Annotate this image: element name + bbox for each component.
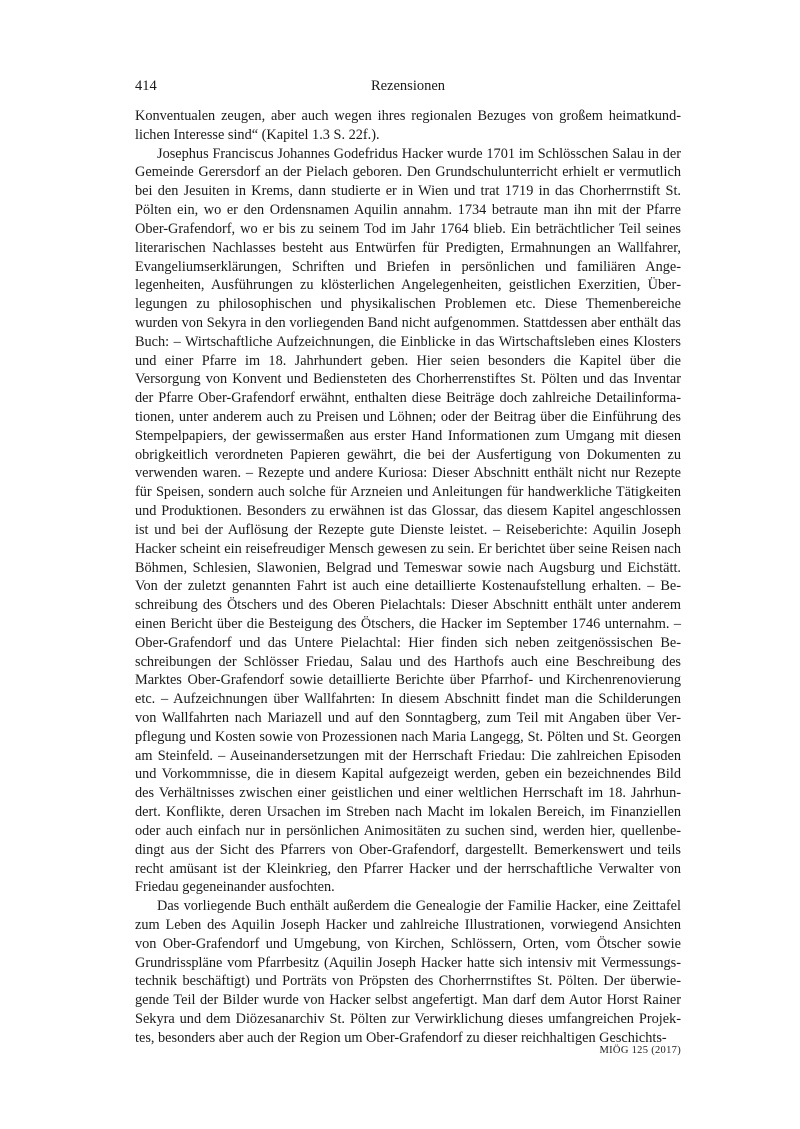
- journal-footer: MIÖG 125 (2017): [599, 1045, 681, 1056]
- page-header: [135, 78, 681, 98]
- paragraph-hacker-biography: Josephus Franciscus Johannes Godefridus Hacker wurde 1701 im Schlösschen Salau in der Gemeinde Gerersdorf an der Pielach geboren. Den Grundschulunterricht erhielt er vermutlich bei den Jesuiten in Krems, dann studierte er in Wien und trat 1719 in das Chorherrnstift St. Pölten ein, wo er den Ordensnamen Aquilin annahm. 1734 betraute man ihn mit der Pfarre Ober-Grafendorf, wo er bis zu seinem Tod im Jahr 1764 blieb. Ein beträchtlicher Teil seines literarischen Nachlasses besteht aus Entwürfen für Predigten, Ermahnungen an Wallfahrer, Evangeliumserklärungen, Schriften und Briefen in persönlichen und familiären Angelegenheiten, Ausführungen zu klösterlichen Angelegenheiten, geistlichen Exerzitien, Überlegungen zu philosophischen und physikalischen Problemen etc. Diese Themenbereiche wurden von Sekyra in den vorliegenden Band nicht aufgenommen. Stattdessen aber enthält das Buch: – Wirtschaftliche Aufzeichnungen, die Einblicke in das Wirtschaftsleben eines Klosters und einer Pfarre im 18. Jahrhundert geben. Hier seien besonders die Kapitel über die Versorgung von Konvent und Bediensteten des Chorherrenstiftes St. Pölten und das Inventar der Pfarre Ober-Grafendorf erwähnt, enthalten diese Beiträge doch zahlreiche Detailinformationen, unter anderem auch zu Preisen und Löhnen; oder der Beitrag über die Einführung des Stempelpapiers, der gewissermaßen aus erster Hand Informationen zum Umgang mit diesen obrigkeitlich verordneten Papieren gewährt, die bei der Ausfertigung von Dokumenten zu verwenden waren. – Rezepte und andere Kuriosa: Dieser Abschnitt enthält nicht nur Rezepte für Speisen, sondern auch solche für Arzneien und Anleitungen für handwerkliche Tätigkeiten und Produktionen. Besonders zu erwähnen ist das Glossar, das diesem Kapitel angeschlossen ist und bei der Auflösung der Rezepte gute Dienste leistet. – Reiseberichte: Aquilin Joseph Hacker scheint ein reisefreudiger Mensch gewesen zu sein. Er berichtet über seine Reisen nach Böhmen, Schlesien, Slawonien, Belgrad und Temeswar sowie nach Augsburg und Eichstätt. Von der zuletzt genannten Fahrt ist auch eine detaillierte Kostenaufstellung erhalten. – Beschreibung des Ötschers und des Oberen Pielachtals: Dieser Abschnitt enthält unter anderem einen Bericht über die Besteigung des Ötschers, die Hacker im September 1746 unternahm. – Ober-Grafendorf und das Untere Pielachtal: Hier finden sich neben zeitgenössischen Beschreibungen der Schlösser Friedau, Salau und des Harthofs auch eine Beschreibung des Marktes Ober-Grafendorf sowie detaillierte Berichte über Pfarrhof- und Kirchenrenovierung etc. – Aufzeichnungen über Wallfahrten: In diesem Abschnitt findet man die Schilderungen von Wallfahrten nach Mariazell und auf den Sonntagberg, zum Teil mit Angaben über Verpflegung und Kosten sowie von Prozessionen nach Maria Langegg, St. Pölten und St. Georgen am Steinfeld. – Auseinandersetzungen mit der Herrschaft Friedau: Die zahlreichen Episoden und Vorkommnisse, die in diesem Kapital aufgezeigt werden, geben ein bezeichnendes Bild des Verhältnisses zwischen einer geistlichen und einer weltlichen Herrschaft im 18. Jahrhundert. Konflikte, deren Ursachen im Streben nach Macht im lokalen Bereich, im Finanziellen oder auch einfach nur in persönlichen Animositäten zu suchen sind, werden hier, quellenbedingt aus der Sicht des Pfarrers von Ober-Grafendorf, dargestellt. Bemerkenswert und teils recht amüsant ist der Kleinkrieg, den Pfarrer Hacker und der herrschaftliche Verwalter von Friedau gegeneinander ausfochten.: [135, 145, 681, 896]
- paragraph-book-contents: Das vorliegende Buch enthält außerdem die Genealogie der Familie Hacker, eine Zeittafel zum Leben des Aquilin Joseph Hacker und zahlreiche Illustrationen, vorwiegend Ansichten von Ober-Grafendorf und Umgebung, von Kirchen, Schlössern, Orten, vom Ötscher sowie Grundrisspläne vom Pfarrbesitz (Aquilin Joseph Hacker hatte sich intensiv mit Vermessungstechnik beschäftigt) und Porträts von Pröpsten des Chorherrnstiftes St. Pölten. Der überwiegende Teil der Bilder wurde von Hacker selbst angefertigt. Man darf dem Autor Horst Rainer Sekyra und dem Diözesanarchiv St. Pölten zur Verwirklichung dieses umfangreichen Projektes, besonders aber auch der Region um Ober-Grafendorf zu dieser reichhaltigen Geschichts-: [135, 898, 681, 1046]
- page-number: 414: [135, 78, 157, 94]
- running-title: Rezensionen: [370, 78, 446, 94]
- paragraph-continued: Konventualen zeugen, aber auch wegen ihres regionalen Bezuges von großem heimatkundlichen Interesse sind“ (Kapitel 1.3 S. 22f.).: [135, 108, 681, 143]
- body-text: [135, 107, 681, 1048]
